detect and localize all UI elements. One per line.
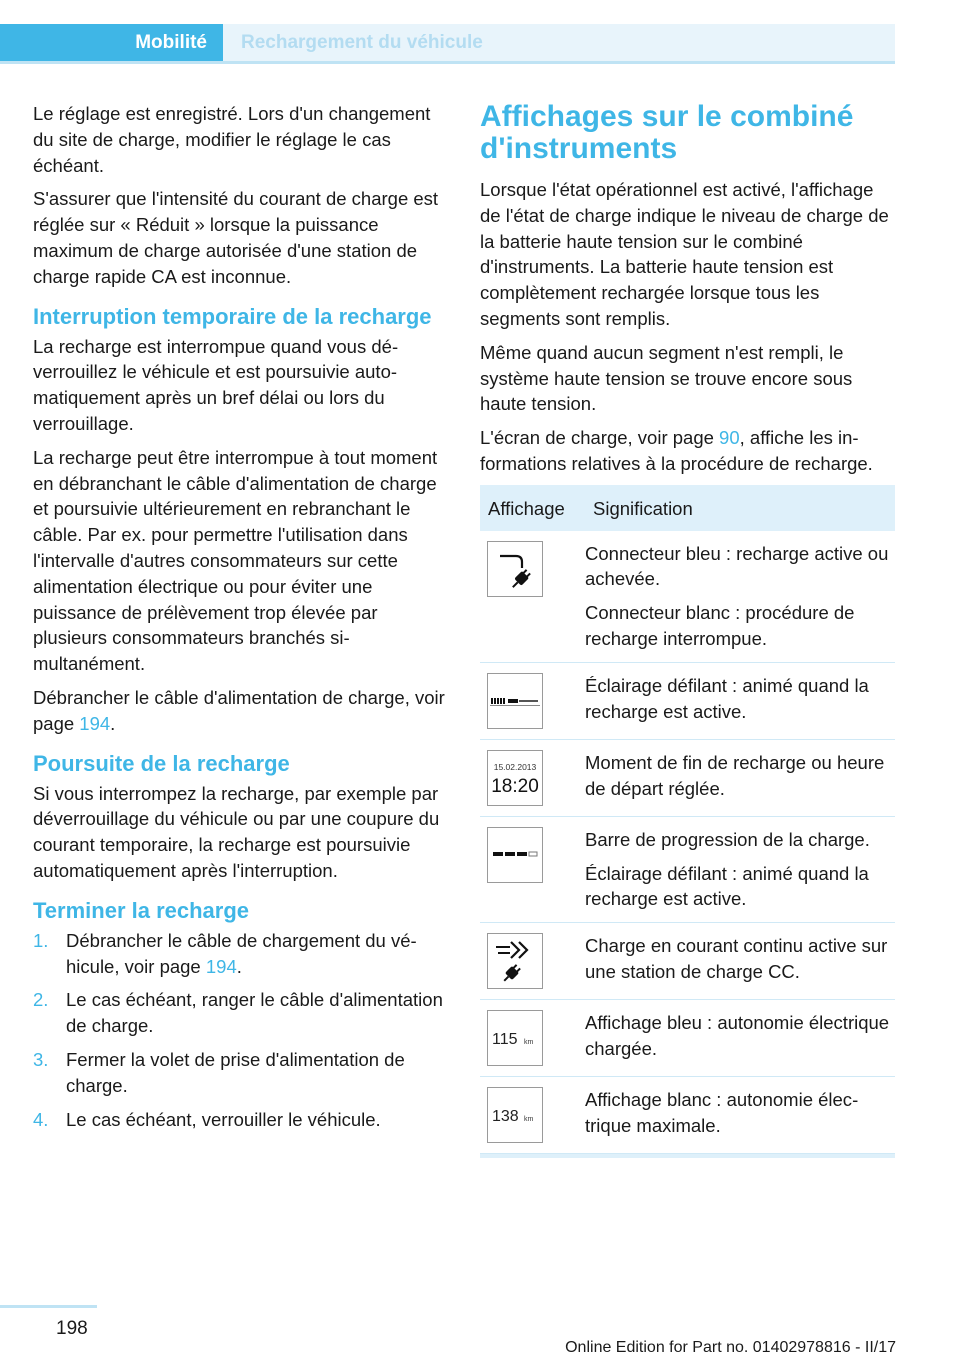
progress-bar-icon — [487, 827, 543, 883]
table-row — [480, 1077, 895, 1154]
meaning-text: Éclairage défilant : animé quand la recharge est active. — [585, 862, 869, 910]
list-item — [33, 987, 449, 1039]
range-115-icon — [487, 1010, 543, 1066]
range-unit: km — [524, 1039, 534, 1047]
meaning-text: Connecteur bleu : recharge active ou achevée. — [585, 542, 889, 590]
edition-footer: Online Edition for Part no. 01402978816 - II/17 — [565, 1339, 896, 1356]
meaning-text: Charge en courant continu active sur une station de charge CC. — [585, 935, 888, 982]
range-value: 138 — [492, 1108, 519, 1126]
page-number: 198 — [56, 1318, 88, 1339]
table-row — [480, 1000, 895, 1077]
display-time: 18:20 — [491, 775, 539, 797]
paragraph: La recharge peut être interrompue à tout moment en débranchant le câble d'alimentation de charge et poursuivie ultérieurement en rebranchant le câble. Par ex. pour permettre l'utilisation dans l'intervalle d'autres consommateurs sur cette alimentation électrique ou pour éviter une puissance de prélèvement trop élevée par plusieurs consommateurs branchés simultanément. — [33, 446, 438, 675]
range-value: 115 — [492, 1031, 518, 1049]
meaning-text: Moment de fin de recharge ou heure de départ réglée. — [585, 751, 885, 799]
meaning-text: Éclairage défilant : animé quand la recharge est active. — [585, 674, 869, 722]
table-end-bar — [480, 1154, 895, 1158]
paragraph-text: Débrancher le câble d'alimentation de charge, voir page — [33, 686, 445, 734]
heading-terminer: Terminer la recharge — [33, 897, 250, 923]
meaning-text: Affichage blanc : autonomie électrique maximale. — [585, 1089, 859, 1136]
page-number-divider — [0, 1305, 97, 1308]
paragraph: Débrancher le câble d'alimentation de charge, voir page 194. — [33, 686, 445, 734]
meaning-text: Connecteur blanc : procédure de recharge interrompue. — [585, 602, 855, 649]
table-header-row — [480, 485, 895, 531]
page-link-194[interactable]: 194 — [205, 955, 237, 977]
table-row — [480, 739, 895, 816]
meaning-text: Affichage bleu : autonomie électrique chargée. — [585, 1012, 890, 1059]
header-section: Mobilité — [135, 32, 207, 53]
scrolling-light-icon — [487, 673, 543, 729]
step-end: . — [236, 955, 242, 977]
step-text: Débrancher le câble de chargement du véhicule, voir page — [66, 929, 417, 977]
step-number: 1. — [33, 929, 49, 951]
range-138-icon — [487, 1087, 543, 1143]
heading-poursuite: Poursuite de la recharge — [33, 750, 290, 776]
step-number: 3. — [33, 1048, 49, 1070]
display-table — [480, 485, 895, 1154]
step-text: Le cas échéant, ranger le câble d'alimentation de charge. — [66, 989, 443, 1037]
paragraph: Le réglage est enregistré. Lors d'un changement du site de charge, modifier le réglage le cas échéant. — [33, 103, 431, 176]
paragraph: Si vous interrompez la recharge, par exemple par déverrouillage du véhicule ou par une coupure du courant temporaire, la recharge est poursuivie automatiquement après l'interruption. — [33, 782, 440, 881]
dc-plug-icon — [487, 933, 543, 989]
header-divider — [0, 61, 895, 64]
list-item — [33, 1047, 449, 1099]
meaning-text: Barre de progression de la charge. — [585, 828, 870, 850]
table-row — [480, 531, 895, 663]
paragraph — [480, 425, 895, 477]
display-date: 15.02.2013 — [493, 761, 537, 772]
paragraph: Même quand aucun segment n'est rempli, le système haute tension se trouve encore sous haute tension. — [480, 341, 853, 415]
header-chapter: Rechargement du véhicule — [241, 32, 483, 53]
paragraph: La recharge est interrompue quand vous déverrouillez le véhicule et est poursuivie automatiquement après un bref délai ou lors du verrouillage. — [33, 335, 399, 434]
header-chapter-tab — [223, 24, 895, 61]
step-number: 4. — [33, 1108, 49, 1130]
list-item — [33, 928, 449, 980]
step-number: 2. — [33, 989, 49, 1011]
step-text: Le cas échéant, verrouiller le véhicule. — [66, 1108, 381, 1130]
plug-icon — [487, 541, 543, 597]
heading-interruption: Interruption temporaire de la recharge — [33, 303, 432, 329]
clock-display-icon — [487, 750, 543, 806]
header-section-tab — [0, 24, 223, 61]
table-row — [480, 923, 895, 1000]
column-header-signification: Signification — [585, 485, 895, 531]
right-column — [480, 101, 895, 1158]
paragraph: S'assurer que l'intensité du courant de charge est réglée sur « Réduit » lorsque la puissance maximum de charge autorisée d'une station de charge rapide CA est inconnue. — [33, 188, 439, 287]
table-row — [480, 662, 895, 739]
left-column — [33, 101, 449, 1140]
paragraph: Lorsque l'état opérationnel est activé, l'affichage de l'état de charge indique le niveau de charge de la batterie haute tension sur le combiné d'instruments. La batterie haute tension est complètement rechargée lorsque tous les segments sont remplis. — [480, 179, 889, 329]
column-header-affichage: Affichage — [480, 485, 585, 531]
steps-list — [33, 928, 449, 1133]
page-link-90[interactable]: 90 — [719, 427, 740, 449]
step-text: Fermer la volet de prise d'alimentation de charge. — [66, 1048, 405, 1096]
heading-affichages: Affichages sur le combiné d'instruments — [480, 100, 854, 165]
table-row — [480, 816, 895, 922]
paragraph-text: , affiche les informations relatives à la procédure de recharge. — [480, 427, 873, 474]
page-link-194[interactable]: 194 — [79, 712, 111, 734]
list-item — [33, 1107, 449, 1133]
paragraph-text: L'écran de charge, voir page — [480, 427, 720, 449]
range-unit: km — [524, 1116, 534, 1124]
